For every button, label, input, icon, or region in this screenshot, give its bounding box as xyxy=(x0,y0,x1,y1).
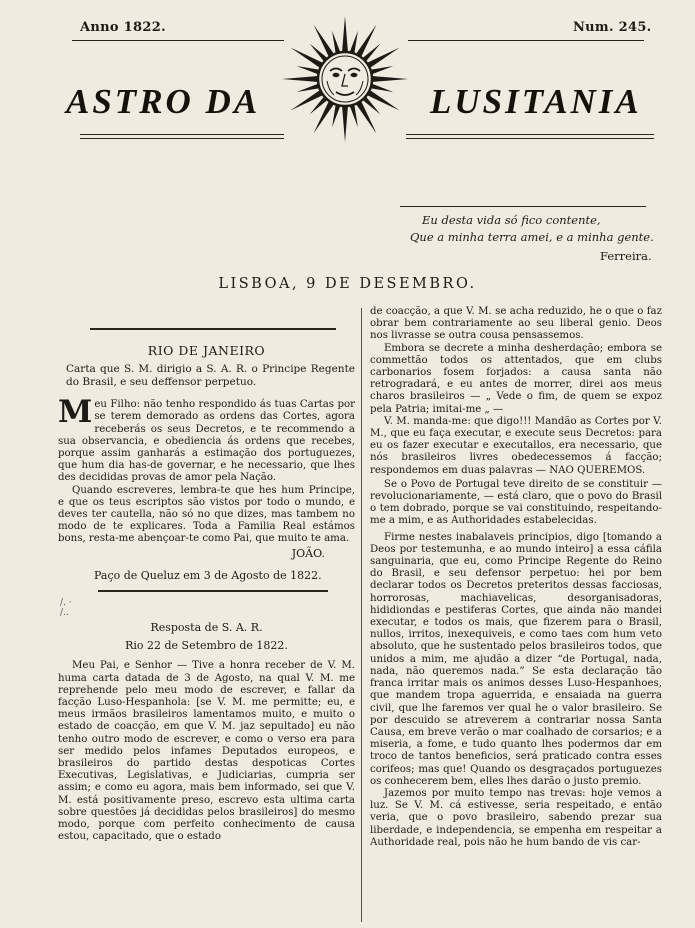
right-paragraph-4: Se o Povo de Portugal teve direito de se constituir — revolucionariamente, — está claro, que o povo do Brasil o tem dobrado, porque se vai constituindo, respeitando-me a mim, e as Authoridades estabelecidas. xyxy=(370,478,662,527)
dropcap: M xyxy=(58,394,93,431)
masthead-rule-left xyxy=(80,134,284,135)
right-column xyxy=(370,306,662,849)
epigraph-line-2: Que a minha terra amei, e a minha gente. xyxy=(410,230,654,244)
section-title-resposta: Resposta de S. A. R. xyxy=(150,621,263,635)
masthead-rule-right xyxy=(406,134,654,135)
epigraph-rule xyxy=(400,206,646,207)
right-paragraph-5: Firme nestes inabalaveis principios, digo [tomando a Deos por testemunha, e ao mundo inteiro] a essa cáfila sanguinaria, que eu, como Principe Regente do Reino do Brasil, e seu defensor perpetuo: hei por bem declarar todos os Decretos preteritos dessas facciosas, horrorosas, machiavelicas, desorganisadoras, hididiondas e pestiferas Cortes, que ainda não mandei executar, e todos os mais, que fizerem para o Brasil, nullos, irritos, inexequiveis, e como taes com hum veto absoluto, que he sustentado pelos brasileiros todos, que unidos a mim, me ajudão a dizer “de Portugal, nada, nada, não queremos nada.” Se esta declaração tão franca irritar mais os animos desses Luso-Hespanhoes, que mandem tropa aguerrida, e ensaiada na guerra civil, que lhe faremos ver qual he o valor brasileiro. Se por descuido se atreverem a contrariar nossa Santa Causa, em breve verão o mar coalhado de corsarios; e a miseria, a fome, e tudo quanto lhes podermos dar em troco de tantos beneficios, será praticado contra esses corifeos; mas que! Quando os desgraçados portuguezes os conhecerem bem, elles lhes darão o justo premio. xyxy=(370,531,662,787)
masthead-rule-right-thin xyxy=(406,138,654,139)
column-divider xyxy=(361,308,362,922)
letter-king-text-1: eu Filho: não tenho respondido ás tuas Cartas por se terem demorado as ordens das Cortes, agora receberás os seus Decretos, e te recommendo a sua observancia, e obediencia ás ordens que recebes, porque assim ganharás a estimação dos portuguezes, que hum dia has-de governar, e he necessario, que lhes des decididas provas de amor pela Nação. xyxy=(58,399,355,484)
sun-face-emblem-icon xyxy=(280,14,410,144)
right-paragraph-2: Embora se decrete a minha desherdação; embora se commettão todos os attentados, que em clubs carbonarios fosem forjados: a causa santa não retrogradará, e eu antes de morrer, direi aos meus charos brasileiros — „ Vede o fim, de quem se expoz pela Patria; imitai-me „ — xyxy=(370,342,662,415)
place-date-queluz: Paço de Queluz em 3 de Agosto de 1822. xyxy=(94,568,322,582)
masthead-title-right: LUSITANIA xyxy=(430,82,642,121)
year-label: Anno 1822. xyxy=(80,20,166,35)
dateline: LISBOA, 9 DE DESEMBRO. xyxy=(218,276,477,292)
section-intro: Carta que S. M. dirigio a S. A. R. o Principe Regente do Brasil, e seu deffensor perpetuo. xyxy=(66,363,355,389)
header-rule-left xyxy=(72,40,284,41)
signature-joao: JOÃO. xyxy=(291,546,325,560)
letter-prince-paragraph-1: Meu Pai, e Senhor — Tive a honra receber de V. M. huma carta datada de 3 de Agosto, na qual V. M. me reprehende pelo meu modo de escrever, e fallar da facção Luso-Hespanhola: [se V. M. me permitte; eu, e meus irmãos brasileiros lamentamos muito, e muito o estado de coacção, em que V. M. jaz sepultado] eu não tenho outro modo de escrever, e como o verso era para ser medido pelos infames Deputados europeos, e brasileiros do partido destas despoticas Cortes Executivas, Legislativas, e Judiciarias, cumpria ser assim; e como eu agora, mais bem informado, sei que V. M. está positivamente preso, escrevo esta ultima carta sobre questões já decididas pelos brasileiros] do mesmo modo, porque com perfeito conhecimento de causa estou, capacitado, que o estado xyxy=(58,660,355,843)
masthead-title-left: ASTRO DA xyxy=(66,82,261,121)
left-column xyxy=(58,345,355,844)
section-title-rio: RIO DE JANEIRO xyxy=(147,343,266,358)
header-rule-right xyxy=(408,40,644,41)
masthead-rule-left-thin xyxy=(80,138,284,139)
letter-king-paragraph-1 xyxy=(58,394,355,484)
epigraph-author: Ferreira. xyxy=(600,249,652,263)
section-separator xyxy=(98,590,328,592)
right-paragraph-1: de coacção, a que V. M. se acha reduzido, he o que o faz obrar bem contrariamente ao seu liberal genio. Deos nos livrasse se outra cousa pensassemos. xyxy=(370,306,662,342)
margin-marks: /. · /.. xyxy=(60,598,72,619)
place-date-rio: Rio 22 de Setembro de 1822. xyxy=(125,639,288,653)
letter-king-paragraph-2: Quando escreveres, lembra-te que hes hum Principe, e que os teus escriptos são vistos por todo o mundo, e deves ter cautella, não só no que dizes, mas tambem no modo de te explicares. Toda a Familia Real estámos bons, resta-me abençoar-te como Pai, que muito te ama. xyxy=(58,484,355,545)
right-paragraph-6: Jazemos por muito tempo nas trevas: hoje vemos a luz. Se V. M. cá estivesse, seria respeitado, e então veria, que o povo brasileiro, sabendo prezar sua liberdade, e independencia, se empenha em respeitar a Authoridade real, pois não he hum bando de vis car- xyxy=(370,787,662,848)
left-column-top-rule xyxy=(90,328,336,330)
epigraph-line-1: Eu desta vida só fico contente, xyxy=(422,213,601,227)
issue-number: Num. 245. xyxy=(573,20,652,35)
right-paragraph-3: V. M. manda-me: que digo!!! Mandão as Cortes por V. M., que eu faça executar, e execute seus Decretos: para eu os fazer executar e executallos, era necessario, que nós brasileiros livres obedecessemos á facção; respondemos em duas palavras — NAO QUEREMOS. xyxy=(370,415,662,476)
